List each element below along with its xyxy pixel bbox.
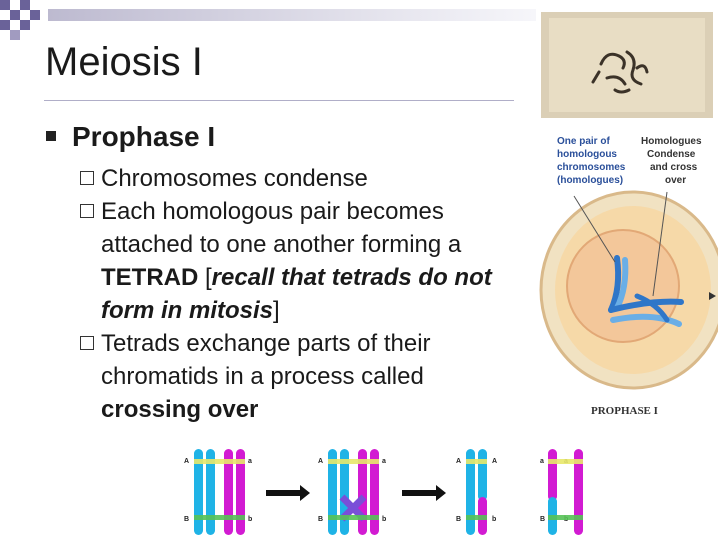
label-pair-line1: One pair of	[557, 136, 610, 147]
label-homologues-line3: and cross	[650, 162, 698, 173]
square-bullet-icon	[46, 131, 56, 141]
svg-text:B: B	[318, 516, 324, 523]
title-divider	[44, 100, 514, 101]
allele-a-label: a	[248, 458, 252, 465]
sub-bullet-crossing: Tetrads exchange parts of their chromatids in a process called crossing over	[80, 327, 520, 426]
main-bullet-text: Prophase I	[72, 121, 216, 152]
arrow-right-icon	[402, 485, 446, 501]
label-homologues-line1: Homologues	[641, 136, 702, 147]
crossing-over-diagram	[170, 445, 590, 537]
svg-text:b: b	[492, 516, 497, 523]
label-pair-line3: chromosomes	[557, 162, 626, 173]
hollow-square-bullet-icon	[80, 204, 94, 218]
svg-text:A: A	[456, 458, 462, 465]
recall-note: recall that tetrads do not form in mitosis	[101, 264, 492, 324]
header-bar-decoration	[48, 9, 536, 21]
svg-text:B: B	[456, 516, 462, 523]
label-pair-line4: (homologues)	[557, 175, 624, 186]
svg-text:B: B	[540, 516, 546, 523]
hollow-square-bullet-icon	[80, 336, 94, 350]
sub-bullet-tetrad: Each homologous pair becomes attached to one another forming a TETRAD [recall that tetrads do not form in mitosis]	[80, 195, 520, 327]
svg-text:b: b	[382, 516, 387, 523]
sub-bullet-list	[80, 162, 520, 426]
allele-b-label: b	[248, 516, 253, 523]
svg-text:a: a	[382, 458, 386, 465]
sub-bullet-condense: Chromosomes condense	[80, 162, 520, 195]
svg-text:A: A	[318, 458, 324, 465]
allele-A-label: A	[184, 458, 190, 465]
label-pair-line2: homologous	[557, 149, 617, 160]
crossing-over-term: crossing over	[101, 396, 259, 423]
svg-text:a: a	[540, 458, 544, 465]
allele-B-label: B	[184, 516, 190, 523]
slide-title: Meiosis I	[45, 40, 203, 84]
svg-text:A: A	[492, 458, 498, 465]
prophase-caption: PROPHASE I	[591, 405, 658, 417]
main-bullet	[46, 121, 215, 153]
label-homologues-line4: over	[665, 175, 687, 186]
tetrad-term: TETRAD	[101, 264, 199, 291]
label-homologues-line2: Condense	[647, 149, 696, 160]
arrow-right-icon	[266, 485, 310, 501]
prophase-cell-image	[537, 8, 718, 428]
hollow-square-bullet-icon	[80, 171, 94, 185]
corner-checker-decoration	[0, 0, 50, 40]
stage1-homologues	[194, 449, 245, 535]
stage2-crossing	[328, 449, 379, 535]
